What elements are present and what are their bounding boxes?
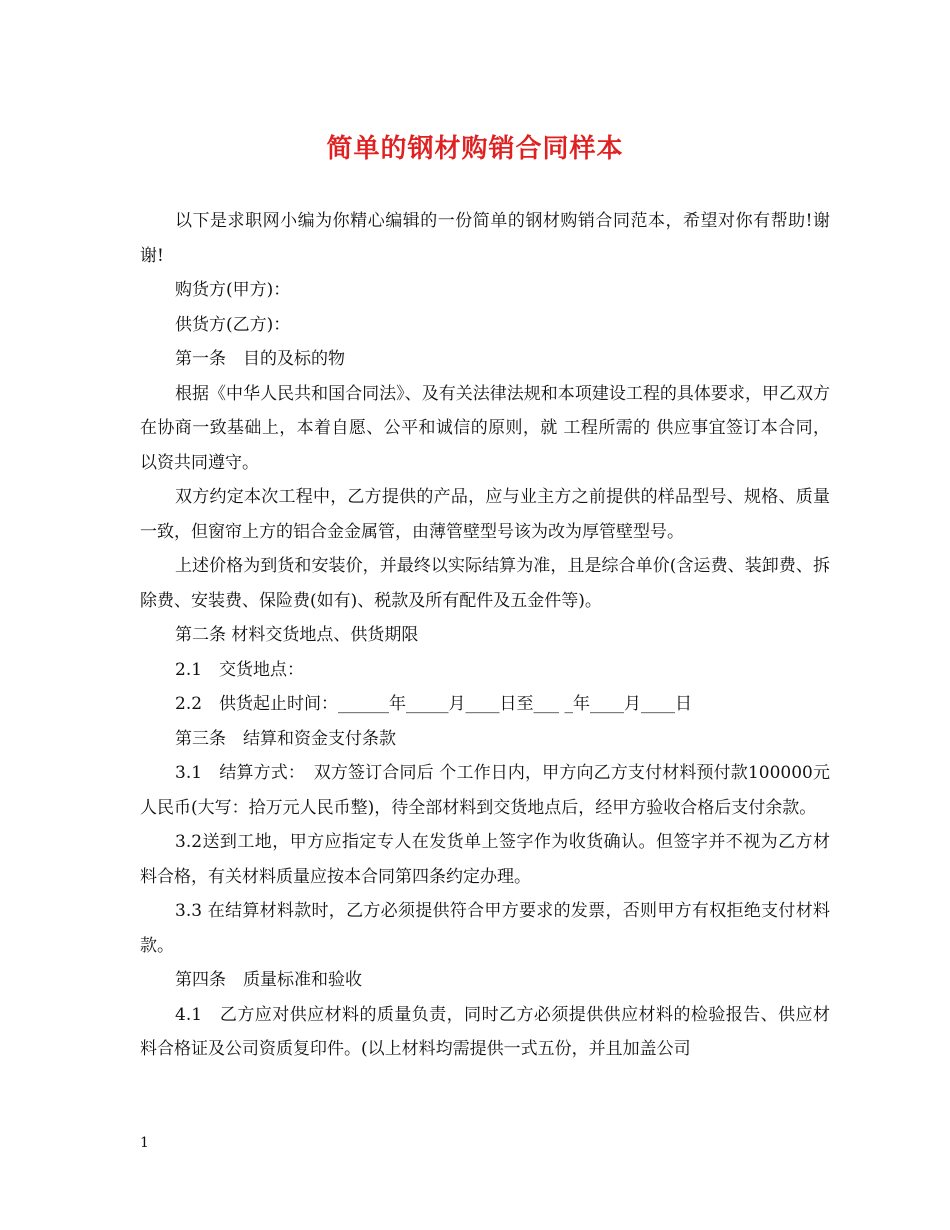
clause-4-1: 4.1 乙方应对供应材料的质量负责，同时乙方必须提供供应材料的检验报告、供应材料合格证及公司资质复印件。(以上材料均需提供一式五份，并且加盖公司: [140, 1004, 830, 1059]
paragraph-intro: 以下是求职网小编为你精心编辑的一份简单的钢材购销合同范本，希望对你有帮助!谢谢!: [140, 211, 830, 266]
document-title: 简单的钢材购销合同样本: [326, 134, 624, 164]
section-heading-4: 第四条 质量标准和验收: [175, 970, 362, 990]
section-heading-3: 第三条 结算和资金支付条款: [175, 728, 396, 749]
document-body: [140, 204, 830, 1067]
clause-2-1: 2.1 交货地点：: [175, 659, 305, 680]
clause-2-2: 2.2 供货起止时间：______年_____月____日至___ _年____月____日: [175, 694, 692, 714]
paragraph-buyer: 购货方(甲方)：: [175, 280, 291, 300]
section-heading-2: 第二条 材料交货地点、供货期限: [175, 625, 419, 645]
page-number: 1: [140, 1135, 149, 1151]
section-heading-1: 第一条 目的及标的物: [175, 349, 345, 369]
clause-3-2: 3.2送到工地，甲方应指定专人在发货单上签字作为收货确认。但签字并不视为乙方材料合格，有关材料质量应按本合同第四条约定办理。: [140, 832, 830, 887]
paragraph: 上述价格为到货和安装价，并最终以实际结算为准，且是综合单价(含运费、装卸费、拆除费、安装费、保险费(如有)、税款及所有配件及五金件等)。: [140, 556, 830, 611]
paragraph: 双方约定本次工程中，乙方提供的产品，应与业主方之前提供的样品型号、规格、质量一致，但窗帘上方的铝合金金属管，由薄管壁型号该为改为厚管壁型号。: [140, 487, 830, 542]
clause-3-3: 3.3 在结算材料款时，乙方必须提供符合甲方要求的发票，否则甲方有权拒绝支付材料款。: [140, 901, 830, 956]
paragraph-supplier: 供货方(乙方)：: [175, 314, 291, 335]
clause-3-1: 3.1 结算方式： 双方签订合同后 个工作日内，甲方向乙方支付材料预付款100000元人民币(大写：拾万元人民币整)，待全部材料到交货地点后，经甲方验收合格后支付余款。: [140, 763, 830, 818]
paragraph: 根据《中华人民共和国合同法》、及有关法律法规和本项建设工程的具体要求，甲乙双方在协商一致基础上，本着自愿、公平和诚信的原则，就 工程所需的 供应事宜签订本合同，以资共同遵守。: [140, 383, 830, 473]
